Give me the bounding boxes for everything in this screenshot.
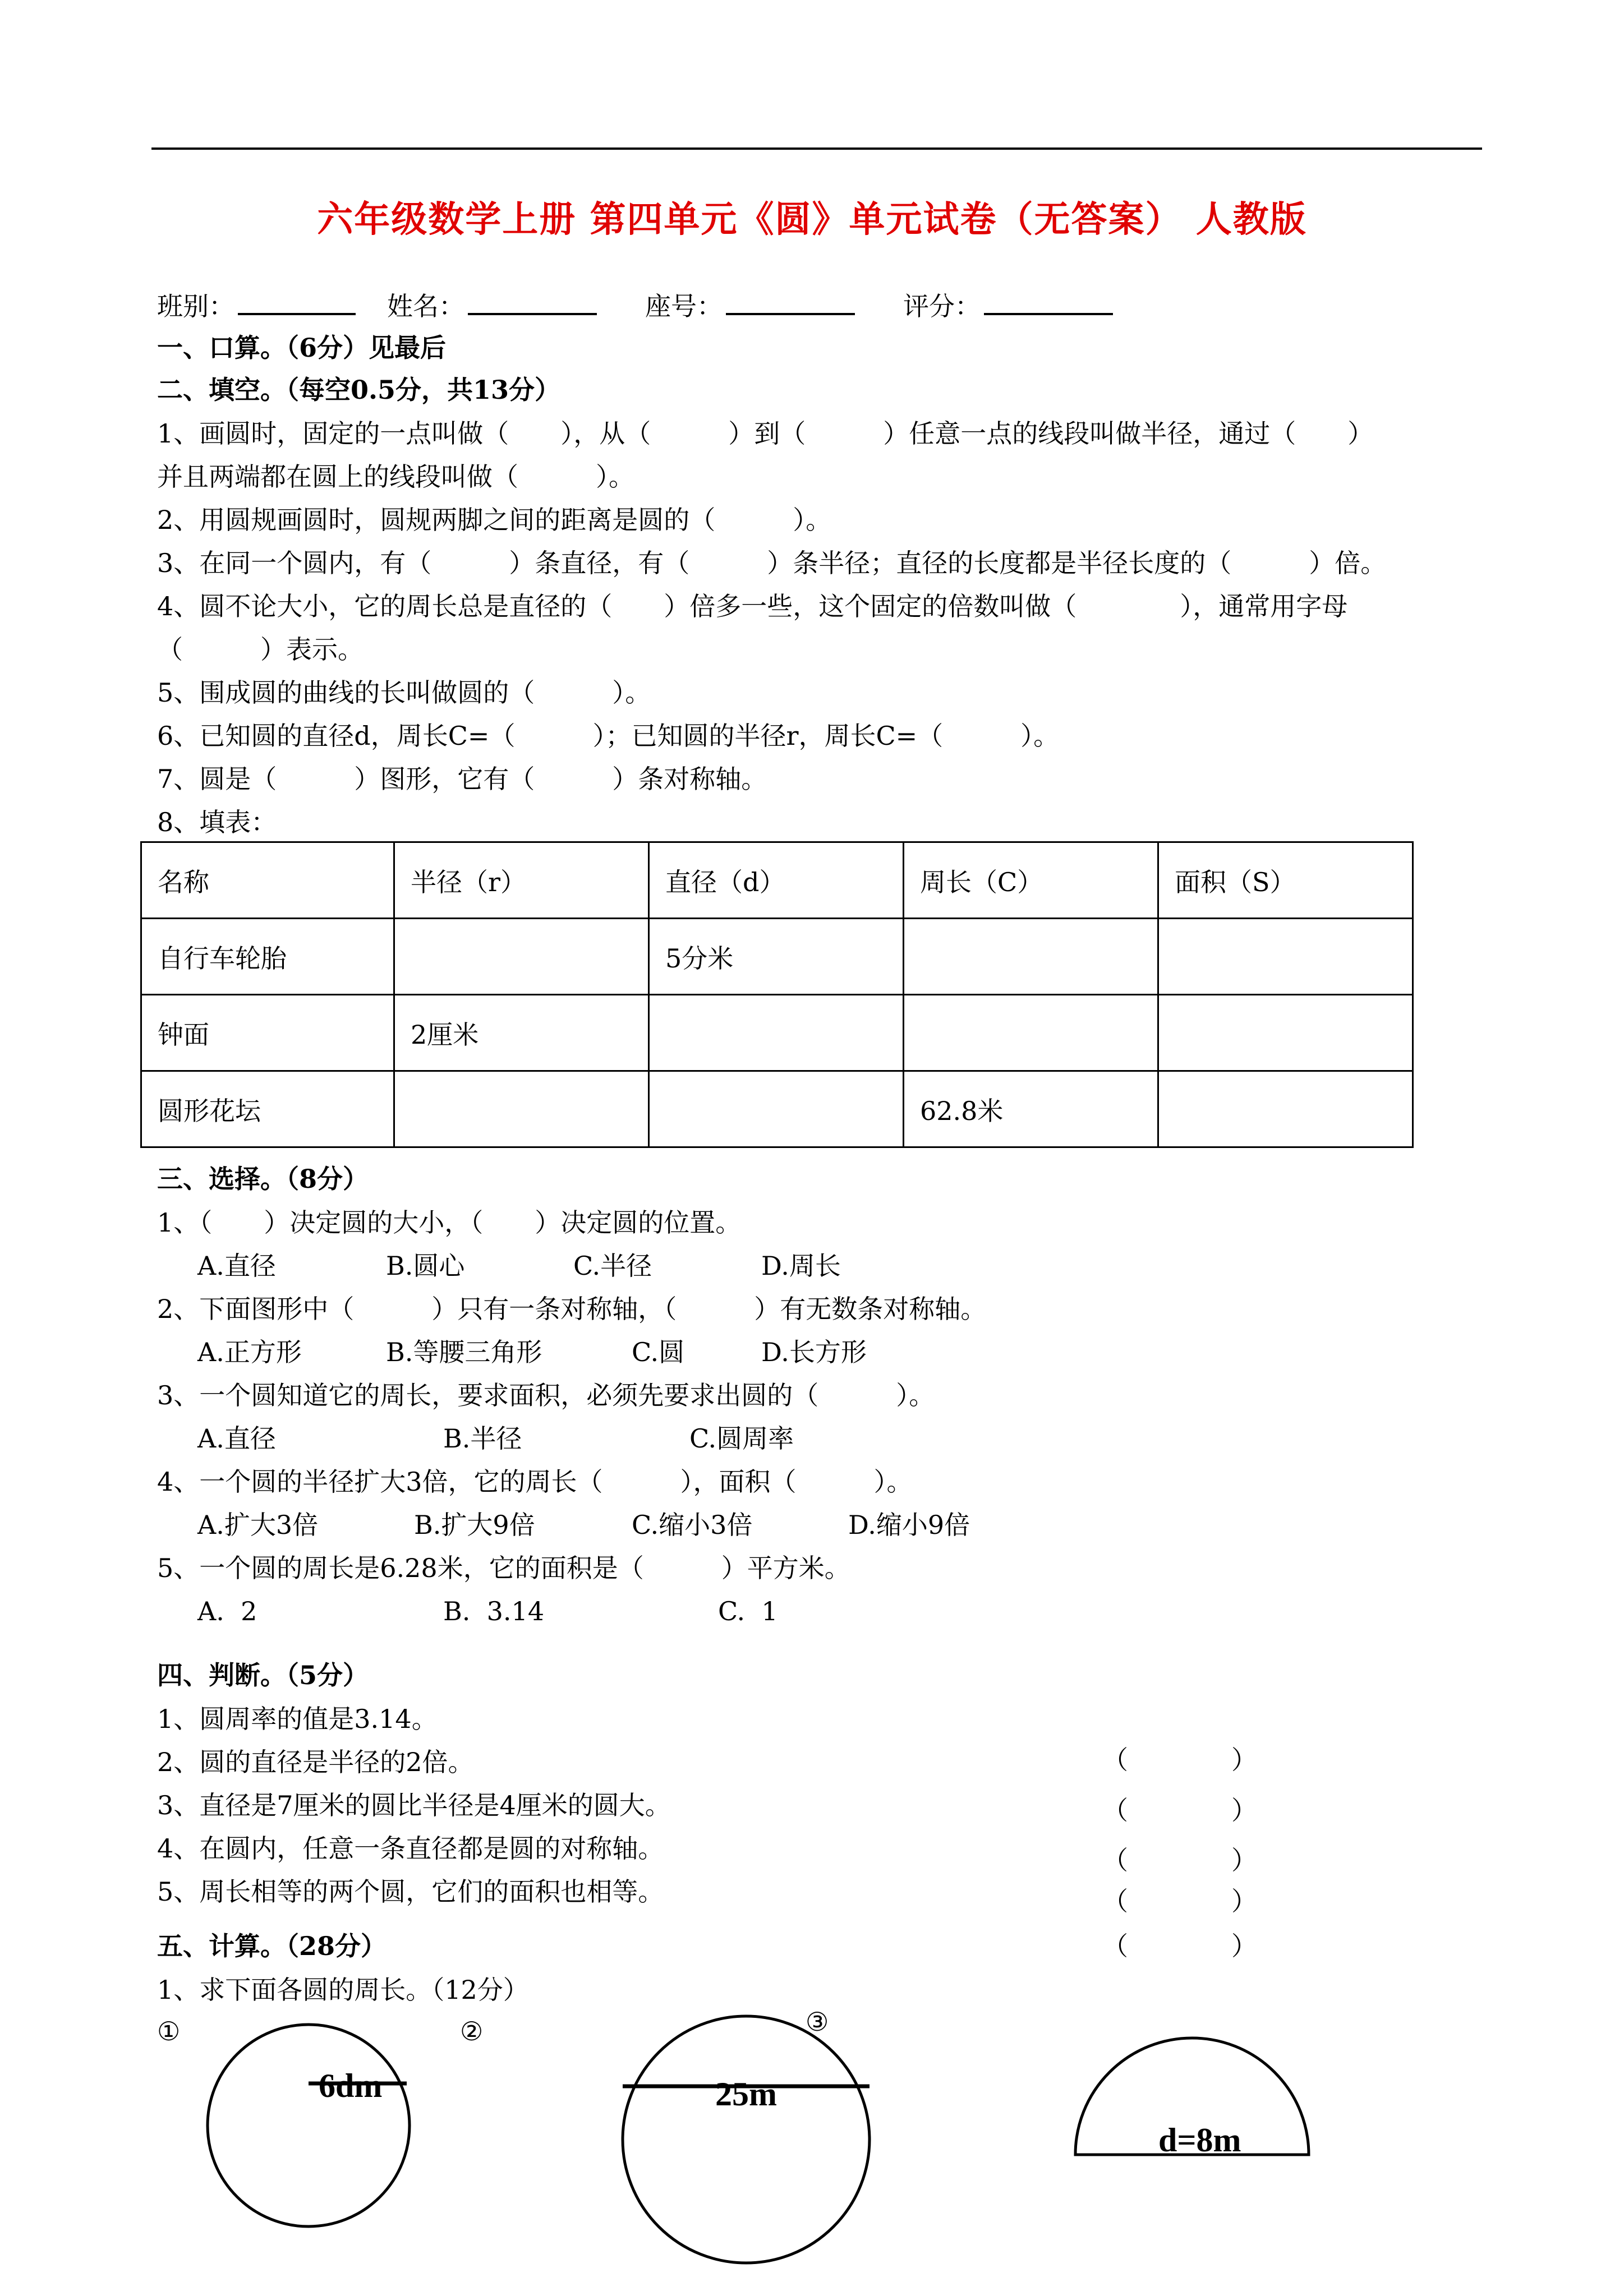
table-answer-cell[interactable] bbox=[1158, 919, 1413, 995]
circle-outline bbox=[208, 2025, 410, 2226]
choice-q3: 3、一个圆知道它的周长，要求面积，必须先要求出圆的（ ）。 bbox=[157, 1380, 935, 1410]
section1-heading: 一、口算。（6分）见最后 bbox=[157, 333, 447, 363]
judge-answer-paren[interactable]: （ ） bbox=[1102, 1931, 1257, 1961]
fill-table bbox=[140, 841, 1414, 1148]
choice-option[interactable]: A.直径 bbox=[197, 1423, 276, 1454]
table-answer-cell[interactable] bbox=[904, 919, 1158, 995]
choice-option[interactable]: B.半径 bbox=[443, 1423, 522, 1454]
table-answer-cell[interactable] bbox=[904, 995, 1158, 1071]
fill-q1-line1: 1、画圆时，固定的一点叫做（ ），从（ ）到（ ）任意一点的线段叫做半径，通过（ ） bbox=[157, 418, 1374, 449]
semicircle-diameter-label: d=8m bbox=[1158, 2122, 1241, 2159]
table-header-cell: 半径（r） bbox=[394, 842, 649, 919]
judge-statement: 5、周长相等的两个圆，它们的面积也相等。 bbox=[157, 1877, 664, 1907]
choice-option[interactable]: B. 3.14 bbox=[443, 1596, 545, 1626]
table-answer-cell[interactable] bbox=[1158, 1071, 1413, 1147]
name-blank[interactable] bbox=[468, 288, 597, 315]
calc-q1: 1、求下面各圆的周长。（12分） bbox=[157, 1975, 529, 2005]
table-header-cell: 名称 bbox=[141, 842, 394, 919]
table-cell: 62.8米 bbox=[904, 1071, 1158, 1147]
class-field[interactable] bbox=[157, 286, 356, 323]
choice-option[interactable]: D.周长 bbox=[761, 1251, 841, 1281]
table-header-cell: 周长（C） bbox=[904, 842, 1158, 919]
choice-option[interactable]: C.半径 bbox=[573, 1251, 652, 1281]
table-header-row bbox=[141, 842, 1413, 919]
fill-q4-line2: （ ）表示。 bbox=[157, 634, 364, 665]
table-answer-cell[interactable] bbox=[394, 919, 649, 995]
name-field[interactable] bbox=[387, 286, 597, 323]
table-header-cell: 面积（S） bbox=[1158, 842, 1413, 919]
table-header-cell: 直径（d） bbox=[649, 842, 904, 919]
choice-option[interactable]: A.直径 bbox=[197, 1251, 276, 1281]
table-answer-cell[interactable] bbox=[649, 1071, 904, 1147]
choice-q5: 5、一个圆的周长是6.28米，它的面积是（ ）平方米。 bbox=[157, 1553, 850, 1583]
figure-marker-3: ③ bbox=[806, 2007, 829, 2037]
circle-outline bbox=[623, 2016, 869, 2263]
table-answer-cell[interactable] bbox=[649, 995, 904, 1071]
fill-q3: 3、在同一个圆内，有（ ）条直径，有（ ）条半径；直径的长度都是半径长度的（ ）倍。 bbox=[157, 548, 1387, 578]
judge-statement: 2、圆的直径是半径的2倍。 bbox=[157, 1747, 474, 1777]
table-answer-cell[interactable] bbox=[394, 1071, 649, 1147]
choice-q2: 2、下面图形中（ ）只有一条对称轴，（ ）有无数条对称轴。 bbox=[157, 1294, 987, 1324]
judge-answer-paren[interactable]: （ ） bbox=[1102, 1795, 1257, 1825]
score-blank[interactable] bbox=[984, 288, 1113, 315]
table-row bbox=[141, 995, 1413, 1071]
choice-option[interactable]: B.扩大9倍 bbox=[414, 1510, 535, 1540]
fill-q8: 8、填表： bbox=[157, 807, 277, 837]
choice-option[interactable]: C.缩小3倍 bbox=[632, 1510, 753, 1540]
header-rule bbox=[151, 147, 1482, 150]
judge-answer-paren[interactable]: （ ） bbox=[1102, 1845, 1257, 1875]
circle-figure-1 bbox=[202, 2019, 415, 2232]
choice-option[interactable]: A.正方形 bbox=[197, 1337, 302, 1367]
fill-q4-line1: 4、圆不论大小，它的周长总是直径的（ ）倍多一些，这个固定的倍数叫做（ ），通常用字母 bbox=[157, 591, 1348, 621]
table-row bbox=[141, 1071, 1413, 1147]
choice-option[interactable]: A. 2 bbox=[197, 1596, 257, 1626]
choice-option[interactable]: D.缩小9倍 bbox=[848, 1510, 970, 1540]
figure-marker-2: ② bbox=[460, 2016, 484, 2046]
choice-option[interactable]: D.长方形 bbox=[761, 1337, 867, 1367]
fill-q7: 7、圆是（ ）图形，它有（ ）条对称轴。 bbox=[157, 764, 767, 794]
table-row bbox=[141, 919, 1413, 995]
fill-q1-line2: 并且两端都在圆上的线段叫做（ ）。 bbox=[157, 462, 634, 492]
seat-field[interactable] bbox=[645, 286, 855, 323]
fill-q2: 2、用圆规画圆时，圆规两脚之间的距离是圆的（ ）。 bbox=[157, 505, 832, 535]
table-cell: 5分米 bbox=[649, 919, 904, 995]
fill-q5: 5、围成圆的曲线的长叫做圆的（ ）。 bbox=[157, 677, 651, 708]
table-cell: 自行车轮胎 bbox=[141, 919, 394, 995]
seat-blank[interactable] bbox=[726, 288, 855, 315]
fill-q6: 6、已知圆的直径d，周长C=（ ）；已知圆的半径r，周长C=（ ）。 bbox=[157, 721, 1060, 751]
choice-option[interactable]: A.扩大3倍 bbox=[197, 1510, 319, 1540]
section2-heading: 二、填空。（每空0.5分，共13分） bbox=[157, 375, 561, 405]
score-label: 评分： bbox=[903, 291, 981, 321]
section5-heading: 五、计算。（28分） bbox=[157, 1931, 387, 1961]
judge-answer-paren[interactable]: （ ） bbox=[1102, 1886, 1257, 1916]
seat-label: 座号： bbox=[645, 291, 723, 321]
judge-statement: 3、直径是7厘米的圆比半径是4厘米的圆大。 bbox=[157, 1790, 671, 1820]
page-title: 六年级数学上册 第四单元《圆》单元试卷（无答案） 人教版 bbox=[317, 199, 1307, 241]
class-label: 班别： bbox=[157, 291, 234, 321]
name-label: 姓名： bbox=[387, 291, 464, 321]
judge-statement: 4、在圆内，任意一条直径都是圆的对称轴。 bbox=[157, 1833, 664, 1864]
class-blank[interactable] bbox=[238, 288, 356, 315]
section4-heading: 四、判断。（5分） bbox=[157, 1660, 369, 1690]
choice-option[interactable]: B.圆心 bbox=[386, 1251, 465, 1281]
choice-q4: 4、一个圆的半径扩大3倍，它的周长（ ），面积（ ）。 bbox=[157, 1467, 913, 1497]
table-cell: 圆形花坛 bbox=[141, 1071, 394, 1147]
choice-q1: 1、（ ）决定圆的大小，（ ）决定圆的位置。 bbox=[157, 1207, 742, 1238]
table-cell: 2厘米 bbox=[394, 995, 649, 1071]
choice-option[interactable]: C. 1 bbox=[718, 1596, 778, 1626]
diameter-label: 25m bbox=[715, 2076, 777, 2113]
choice-option[interactable]: C.圆周率 bbox=[689, 1423, 794, 1454]
section3-heading: 三、选择。（8分） bbox=[157, 1164, 369, 1194]
score-field[interactable] bbox=[903, 286, 1113, 323]
student-info-row bbox=[157, 286, 1503, 325]
choice-option[interactable]: C.圆 bbox=[632, 1337, 685, 1367]
judge-answer-paren[interactable]: （ ） bbox=[1102, 1745, 1257, 1775]
radius-label: 6dm bbox=[319, 2067, 383, 2104]
circle-figure-2 bbox=[617, 2011, 875, 2269]
table-answer-cell[interactable] bbox=[1158, 995, 1413, 1071]
table-cell: 钟面 bbox=[141, 995, 394, 1071]
figure-marker-1: ① bbox=[157, 2016, 181, 2046]
choice-option[interactable]: B.等腰三角形 bbox=[386, 1337, 542, 1367]
judge-statement: 1、圆周率的值是3.14。 bbox=[157, 1704, 438, 1734]
